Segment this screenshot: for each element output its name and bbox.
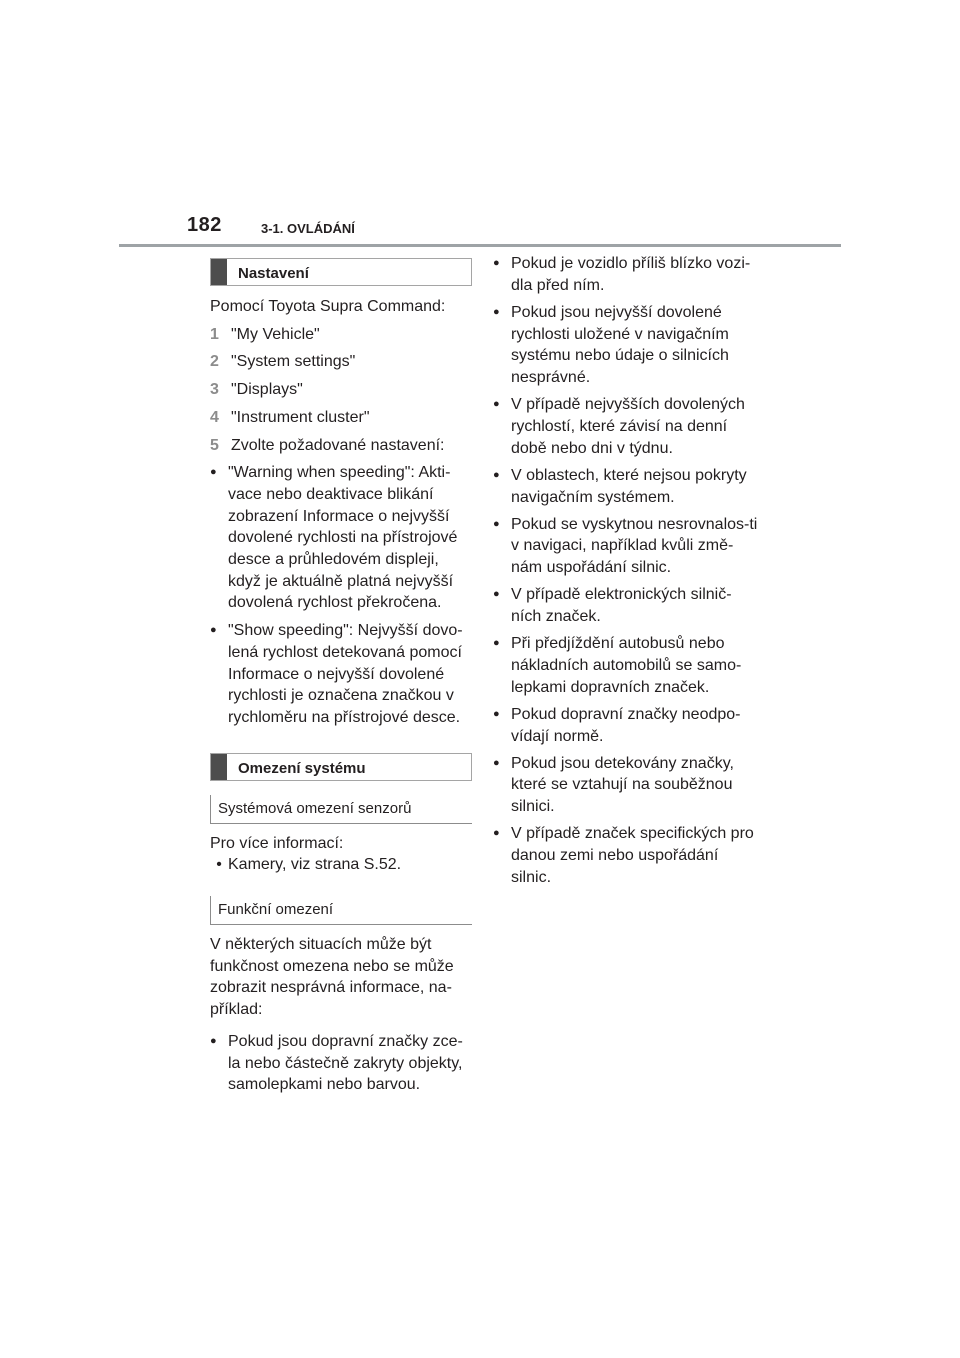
function-intro-text: V některých situacích může být funkčnost omezena nebo se může zobrazit nesprávná informace, na-příklad: <box>210 936 454 1019</box>
bullet-text: Pokud jsou detekovány značky, které se vztahují na souběžnou silnici. <box>511 754 734 816</box>
more-info-text: Pro více informací: <box>210 834 344 852</box>
step-item <box>210 435 472 457</box>
list-item <box>493 823 761 888</box>
heading-marker <box>211 259 227 285</box>
right-column <box>493 253 761 888</box>
list-item <box>210 620 472 729</box>
step-text: Zvolte požadované nastavení: <box>231 436 445 454</box>
bullet-text: Při předjíždění autobusů nebo nákladních automobilů se samo-lepkami dopravních značek. <box>511 635 742 696</box>
bullet-icon: ● <box>210 466 217 479</box>
bullet-icon: ● <box>493 756 500 769</box>
function-subheading: Funkční omezení <box>218 901 334 919</box>
list-item <box>493 704 761 747</box>
list-item <box>493 253 761 296</box>
camera-reference: Kamery, viz strana S.52. <box>228 856 402 874</box>
list-item <box>493 514 761 579</box>
list-item <box>493 584 761 627</box>
list-item <box>493 633 761 698</box>
bullet-text: Pokud je vozidlo příliš blízko vozi-dla před ním. <box>511 255 751 294</box>
list-item <box>493 302 761 389</box>
list-item <box>210 1031 472 1096</box>
bullet-icon: ● <box>493 707 500 720</box>
bullet-text: V případě elektronických silnič-ních značek. <box>511 586 732 626</box>
list-item <box>493 753 761 818</box>
list-item <box>493 394 761 459</box>
step-item <box>210 407 472 429</box>
bullet-icon: ● <box>210 624 217 637</box>
list-item <box>493 465 761 508</box>
step-text: "My Vehicle" <box>231 325 320 343</box>
settings-heading-box <box>210 258 472 286</box>
page-number: 182 <box>187 214 222 236</box>
step-item <box>210 324 472 346</box>
bullet-icon: ● <box>493 827 500 840</box>
limits-heading: Omezení systému <box>238 759 366 777</box>
step-text: "System settings" <box>231 353 356 371</box>
section-title: 3-1. OVLÁDÁNÍ <box>261 221 355 236</box>
settings-heading: Nastavení <box>238 265 309 282</box>
list-item <box>210 462 472 614</box>
heading-marker <box>211 754 227 780</box>
step-number: 5 <box>210 436 219 454</box>
bullet-text: "Show speeding": Nejvyšší dovo-lená rychlost detekovaná pomocí Informace o nejvyšší dovolené rychlosti je označena značkou v rychloměru na přístrojové desce. <box>228 622 463 726</box>
bullet-text: Pokud jsou nejvyšší dovolené rychlosti uložené v navigačním systému nebo údaje o silnicích nesprávné. <box>511 303 729 387</box>
step-item <box>210 351 472 373</box>
step-item <box>210 379 472 401</box>
bullet-icon: ● <box>493 468 500 481</box>
limits-heading-box <box>210 753 472 781</box>
bullet-icon: ● <box>493 398 500 411</box>
sensor-subheading-box <box>210 795 472 824</box>
step-number: 1 <box>210 325 219 343</box>
bullet-text: Pokud jsou dopravní značky zce-la nebo částečně zakryty objekty, samolepkami nebo barvou. <box>228 1032 463 1094</box>
sensor-subheading: Systémová omezení senzorů <box>218 799 412 817</box>
bullet-icon: ● <box>493 517 500 530</box>
list-item <box>210 854 472 876</box>
bullet-icon: ● <box>493 305 500 318</box>
step-text: "Instrument cluster" <box>231 408 370 426</box>
bullet-icon: ● <box>210 1034 217 1047</box>
step-number: 3 <box>210 381 219 399</box>
function-subheading-box <box>210 896 472 925</box>
bullet-text: V případě značek specifických pro danou zemi nebo uspořádání silnic. <box>511 825 754 886</box>
intro-text: Pomocí Toyota Supra Command: <box>210 298 446 315</box>
bullet-text: Pokud se vyskytnou nesrovnalos-ti v navigaci, například kvůli změ-nám uspořádání silnic. <box>511 515 758 577</box>
bullet-text: Pokud dopravní značky neodpo-vídají normě. <box>511 705 741 745</box>
bullet-text: V případě nejvyšších dovolených rychlostí, které závisí na denní době nebo dni v týdnu. <box>511 396 745 457</box>
bullet-icon: • <box>216 856 222 874</box>
bullet-icon: ● <box>493 588 500 601</box>
left-column <box>210 258 472 1096</box>
header-divider <box>119 244 841 247</box>
bullet-text: "Warning when speeding": Akti-vace nebo deaktivace blikání zobrazení Informace o nejvyšší dovolené rychlosti na přístrojové desce a průhledovém displeji, když je aktuálně platná nejvyšší dovolená rychlost překročena. <box>228 464 458 612</box>
step-text: "Displays" <box>231 381 303 399</box>
bullet-icon: ● <box>493 257 500 269</box>
step-number: 4 <box>210 408 219 426</box>
bullet-icon: ● <box>493 637 500 650</box>
step-number: 2 <box>210 353 219 371</box>
bullet-text: V oblastech, které nejsou pokryty navigačním systémem. <box>511 466 747 506</box>
